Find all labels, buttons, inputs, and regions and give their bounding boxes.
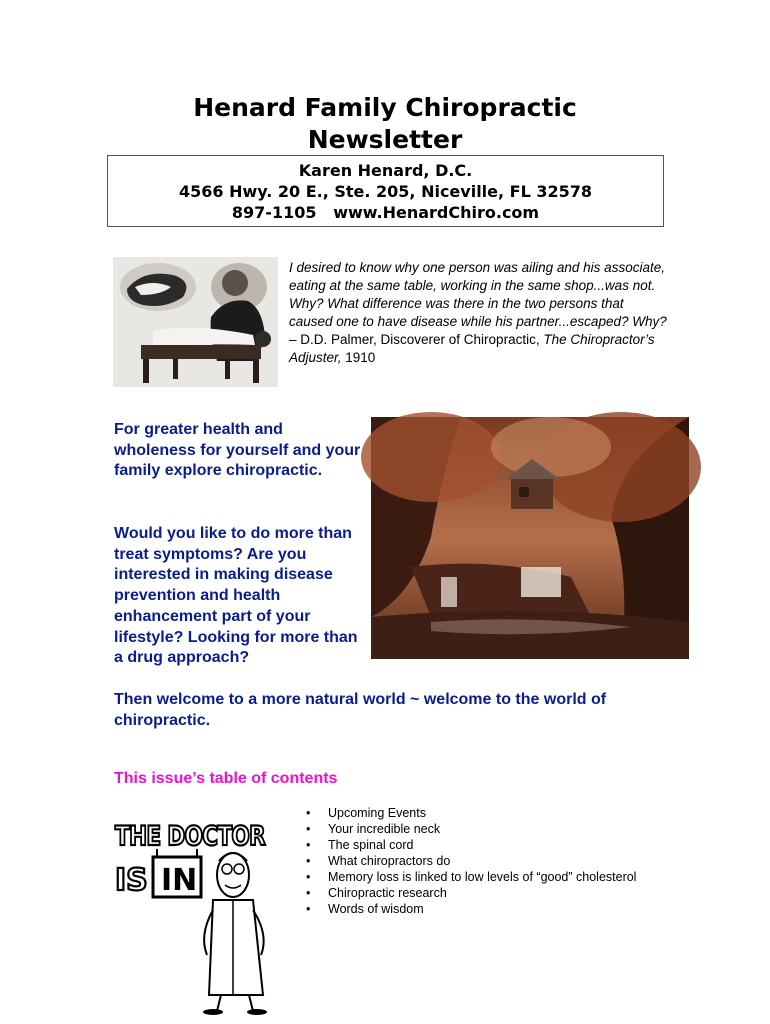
intro-paragraph-3: Then welcome to a more natural world ~ welcome to the world of chiropractic.	[114, 691, 607, 729]
quote-year: 1910	[341, 350, 376, 365]
toc-title: This issue’s table of contents	[114, 770, 338, 787]
newsletter-title	[0, 92, 770, 156]
quote-book-title: The Chiropractor’s Adjuster,	[289, 332, 655, 365]
cartoon-sign-is: IS	[115, 863, 148, 898]
cartoon-sign-line1: THE DOCTOR	[115, 821, 266, 852]
autumn-mill-waterfall-photo	[371, 417, 689, 659]
toc-item-upcoming-events: • Upcoming Events	[306, 805, 636, 821]
cartoon-sign-in: IN	[161, 863, 198, 898]
toc-item-spinal-cord: • The spinal cord	[306, 837, 636, 853]
toc-item-what-chiropractors-do: • What chiropractors do	[306, 853, 636, 869]
title-line-1: Henard Family Chiropractic	[193, 93, 577, 122]
palmer-adjustment-photo	[113, 257, 278, 387]
toc-item-memory-loss: • Memory loss is linked to low levels of “good” cholesterol	[306, 869, 636, 885]
address: 4566 Hwy. 20 E., Ste. 205, Niceville, FL 32578	[178, 182, 593, 201]
toc-item-words-of-wisdom: • Words of wisdom	[306, 901, 636, 917]
doctor-name: Karen Henard, D.C.	[298, 161, 473, 180]
toc-item-research: • Chiropractic research	[306, 885, 636, 901]
palmer-quote	[289, 259, 669, 367]
contact-line: 897-1105 www.HenardChiro.com	[231, 203, 540, 222]
toc-list	[306, 805, 636, 917]
quote-attribution: – D.D. Palmer, Discoverer of Chiropractic,	[289, 332, 544, 347]
contact-box	[107, 155, 664, 227]
doctor-is-in-cartoon	[113, 805, 273, 1015]
toc-item-neck: • Your incredible neck	[306, 821, 636, 837]
intro-paragraph-1: For greater health and wholeness for yourself and your family explore chiropractic.	[114, 421, 361, 480]
intro-paragraph-2: Would you like to do more than treat symptoms? Are you interested in making disease prevention and health enhancement part of your lifestyle? Looking for more than a drug approach?	[114, 525, 358, 667]
quote-text: I desired to know why one person was ailing and his associate, eating at the same table, working in the same shop...was not. Why? What difference was there in the two persons that caused one to have disease while his partner...escaped? Why?	[289, 260, 667, 329]
title-line-2: Newsletter	[307, 125, 463, 154]
